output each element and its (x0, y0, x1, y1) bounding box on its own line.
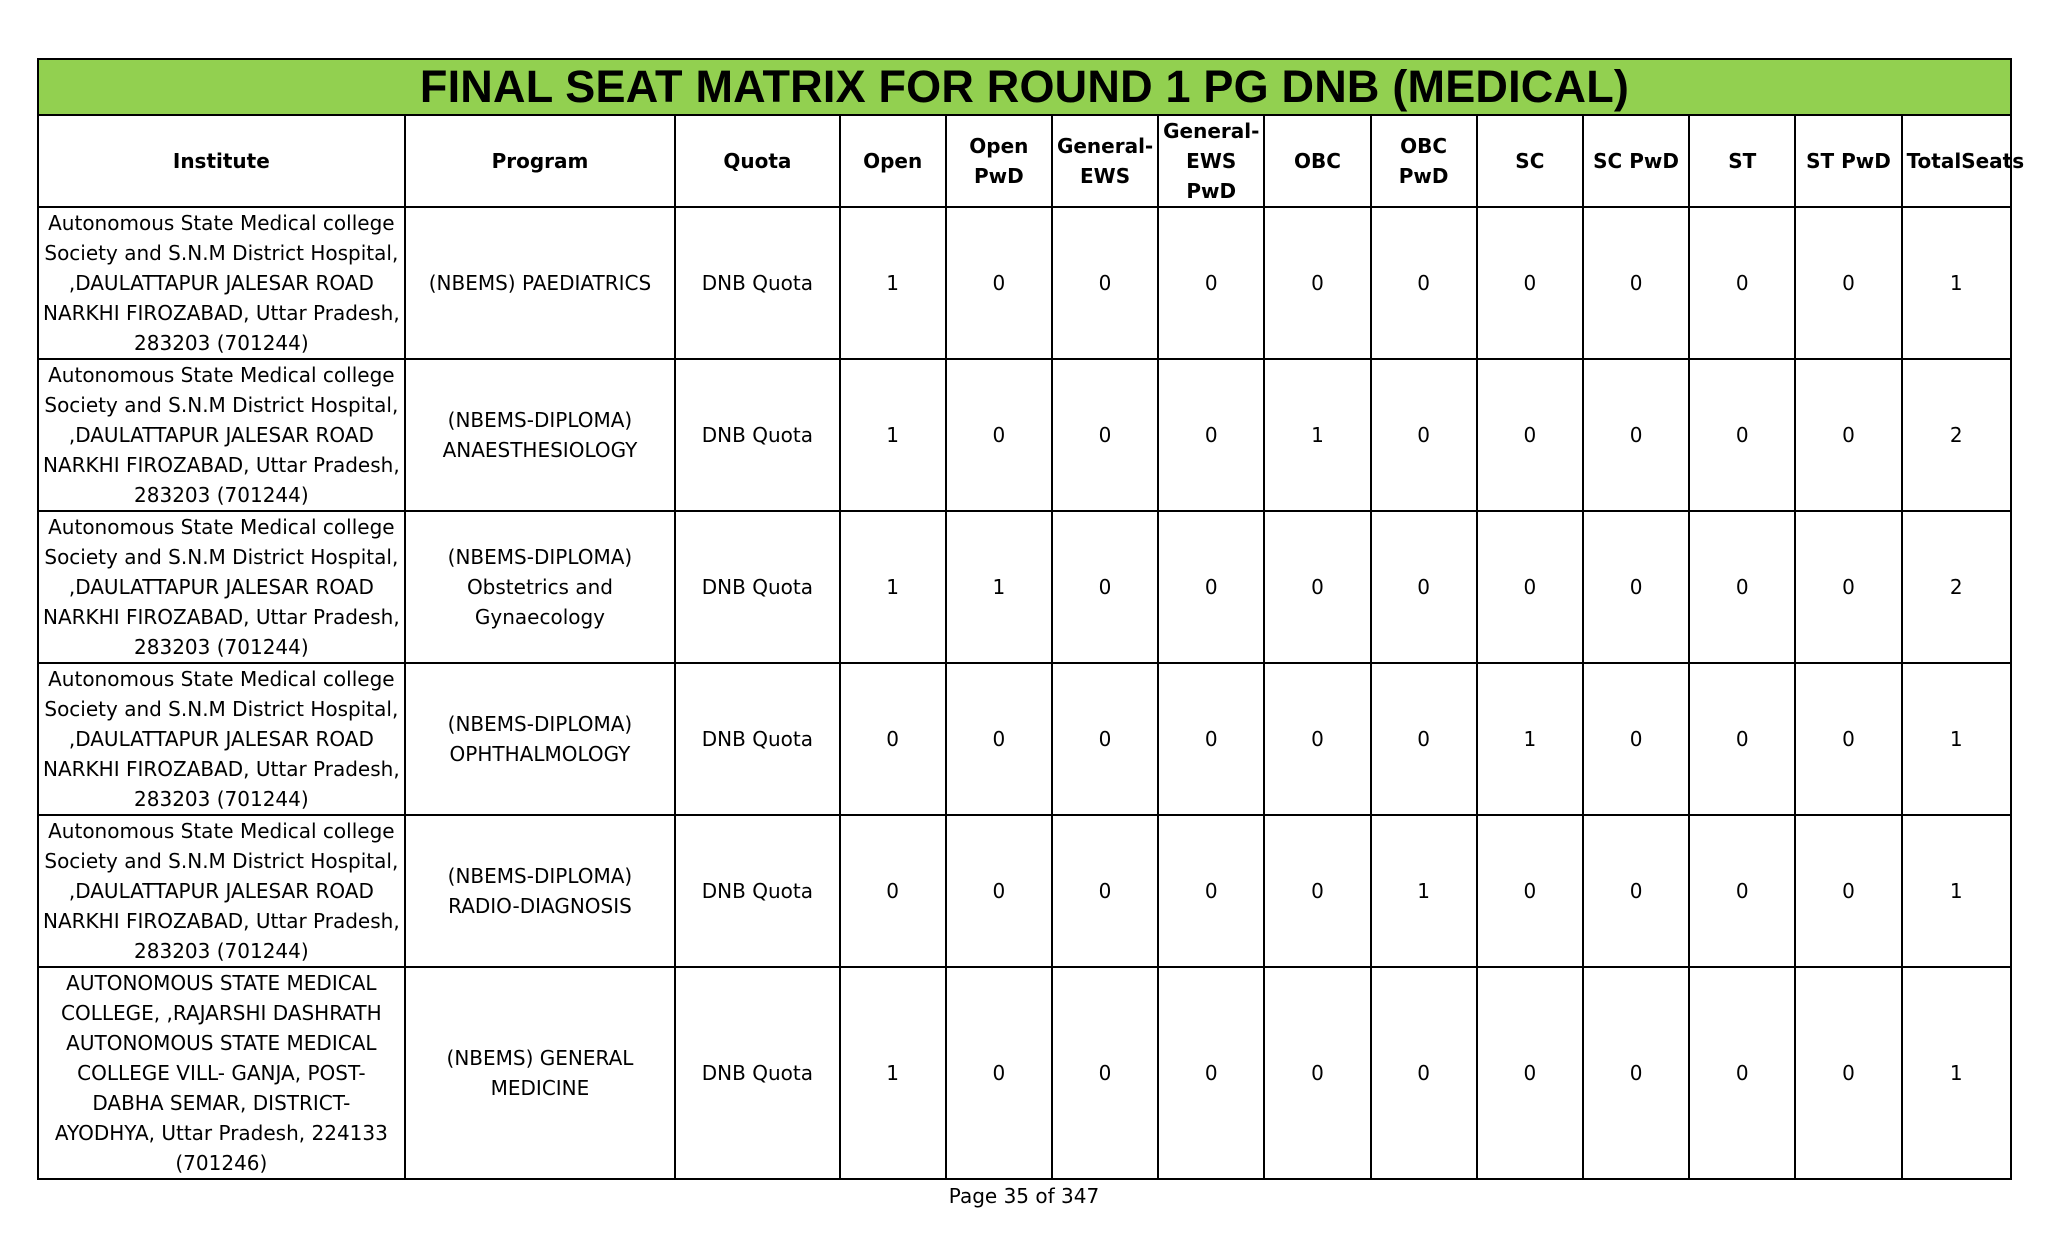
table-row (38, 359, 2011, 511)
gen-ews-pwd-cell: 0 (1158, 815, 1264, 967)
obc-cell: 0 (1264, 663, 1370, 815)
st-cell: 0 (1689, 663, 1795, 815)
table-row (38, 815, 2011, 967)
sc-cell: 0 (1477, 207, 1583, 359)
obc-pwd-cell: 0 (1371, 967, 1477, 1179)
obc-pwd-cell: 0 (1371, 207, 1477, 359)
total-seats-cell: 1 (1902, 207, 2011, 359)
sc-cell: 0 (1477, 815, 1583, 967)
st-pwd-cell: 0 (1795, 967, 1901, 1179)
st-pwd-cell: 0 (1795, 511, 1901, 663)
institute-cell: AUTONOMOUS STATE MEDICAL COLLEGE, ,RAJARSHI DASHRATH AUTONOMOUS STATE MEDICAL COLLEGE VILL- GANJA, POST- DABHA SEMAR, DISTRICT- AYODHYA, Uttar Pradesh, 224133 (701246) (38, 967, 405, 1179)
st-pwd-cell: 0 (1795, 663, 1901, 815)
gen-ews-pwd-cell: 0 (1158, 967, 1264, 1179)
sc-cell: 1 (1477, 663, 1583, 815)
title-banner (38, 59, 2011, 115)
quota-cell: DNB Quota (675, 663, 839, 815)
gen-ews-cell: 0 (1052, 207, 1158, 359)
st-cell: 0 (1689, 207, 1795, 359)
institute-cell: Autonomous State Medical college Society and S.N.M District Hospital, ,DAULATTAPUR JALESAR ROAD NARKHI FIROZABAD, Uttar Pradesh, 283203 (701244) (38, 207, 405, 359)
table-row (38, 967, 2011, 1179)
st-cell: 0 (1689, 511, 1795, 663)
gen-ews-pwd-cell: 0 (1158, 511, 1264, 663)
table-row (38, 207, 2011, 359)
column-header: SC PwD (1583, 115, 1689, 207)
open-pwd-cell: 1 (946, 511, 1052, 663)
gen-ews-cell: 0 (1052, 967, 1158, 1179)
open-pwd-cell: 0 (946, 359, 1052, 511)
open-pwd-cell: 0 (946, 815, 1052, 967)
open-pwd-cell: 0 (946, 207, 1052, 359)
sc-pwd-cell: 0 (1583, 663, 1689, 815)
column-header: Institute (38, 115, 405, 207)
column-header: OBC PwD (1371, 115, 1477, 207)
st-pwd-cell: 0 (1795, 815, 1901, 967)
seat-matrix-sheet (37, 58, 2025, 1180)
open-cell: 0 (840, 663, 946, 815)
obc-cell: 1 (1264, 359, 1370, 511)
obc-cell: 0 (1264, 967, 1370, 1179)
column-header: Open PwD (946, 115, 1052, 207)
gen-ews-pwd-cell: 0 (1158, 359, 1264, 511)
column-header: General-EWS (1052, 115, 1158, 207)
program-cell: (NBEMS) PAEDIATRICS (405, 207, 676, 359)
total-seats-cell: 1 (1902, 967, 2011, 1179)
st-cell: 0 (1689, 967, 1795, 1179)
obc-pwd-cell: 0 (1371, 511, 1477, 663)
gen-ews-cell: 0 (1052, 815, 1158, 967)
obc-cell: 0 (1264, 511, 1370, 663)
sc-pwd-cell: 0 (1583, 207, 1689, 359)
st-cell: 0 (1689, 815, 1795, 967)
column-header: Program (405, 115, 676, 207)
column-header: OBC (1264, 115, 1370, 207)
obc-cell: 0 (1264, 815, 1370, 967)
st-pwd-cell: 0 (1795, 207, 1901, 359)
open-pwd-cell: 0 (946, 967, 1052, 1179)
sc-pwd-cell: 0 (1583, 967, 1689, 1179)
institute-cell: Autonomous State Medical college Society and S.N.M District Hospital, ,DAULATTAPUR JALESAR ROAD NARKHI FIROZABAD, Uttar Pradesh, 283203 (701244) (38, 359, 405, 511)
column-header: Quota (675, 115, 839, 207)
obc-pwd-cell: 0 (1371, 663, 1477, 815)
seat-matrix-table (37, 58, 2025, 1180)
total-seats-cell: 2 (1902, 511, 2011, 663)
table-row (38, 511, 2011, 663)
open-cell: 0 (840, 815, 946, 967)
institute-cell: Autonomous State Medical college Society and S.N.M District Hospital, ,DAULATTAPUR JALESAR ROAD NARKHI FIROZABAD, Uttar Pradesh, 283203 (701244) (38, 663, 405, 815)
sc-cell: 0 (1477, 359, 1583, 511)
page-number: Page 35 of 347 (948, 1184, 1100, 1208)
obc-pwd-cell: 1 (1371, 815, 1477, 967)
quota-cell: DNB Quota (675, 815, 839, 967)
gen-ews-cell: 0 (1052, 511, 1158, 663)
sc-cell: 0 (1477, 967, 1583, 1179)
sc-cell: 0 (1477, 511, 1583, 663)
quota-cell: DNB Quota (675, 359, 839, 511)
program-cell: (NBEMS-DIPLOMA) RADIO-DIAGNOSIS (405, 815, 676, 967)
gen-ews-pwd-cell: 0 (1158, 663, 1264, 815)
open-cell: 1 (840, 511, 946, 663)
column-header: General-EWS PwD (1158, 115, 1264, 207)
open-cell: 1 (840, 359, 946, 511)
program-cell: (NBEMS-DIPLOMA) ANAESTHESIOLOGY (405, 359, 676, 511)
quota-cell: DNB Quota (675, 511, 839, 663)
program-cell: (NBEMS-DIPLOMA) Obstetrics and Gynaecology (405, 511, 676, 663)
table-row (38, 663, 2011, 815)
sc-pwd-cell: 0 (1583, 815, 1689, 967)
total-seats-cell: 1 (1902, 815, 2011, 967)
column-header: TotalSeats (1902, 115, 2011, 207)
page-title: FINAL SEAT MATRIX FOR ROUND 1 PG DNB (MEDICAL) (419, 61, 1630, 112)
column-header-row (38, 115, 2011, 207)
institute-cell: Autonomous State Medical college Society and S.N.M District Hospital, ,DAULATTAPUR JALESAR ROAD NARKHI FIROZABAD, Uttar Pradesh, 283203 (701244) (38, 815, 405, 967)
total-seats-cell: 1 (1902, 663, 2011, 815)
program-cell: (NBEMS-DIPLOMA) OPHTHALMOLOGY (405, 663, 676, 815)
quota-cell: DNB Quota (675, 967, 839, 1179)
open-cell: 1 (840, 967, 946, 1179)
sc-pwd-cell: 0 (1583, 359, 1689, 511)
obc-pwd-cell: 0 (1371, 359, 1477, 511)
gen-ews-cell: 0 (1052, 663, 1158, 815)
sc-pwd-cell: 0 (1583, 511, 1689, 663)
st-pwd-cell: 0 (1795, 359, 1901, 511)
gen-ews-cell: 0 (1052, 359, 1158, 511)
column-header: ST PwD (1795, 115, 1901, 207)
obc-cell: 0 (1264, 207, 1370, 359)
open-cell: 1 (840, 207, 946, 359)
column-header: Open (840, 115, 946, 207)
quota-cell: DNB Quota (675, 207, 839, 359)
open-pwd-cell: 0 (946, 663, 1052, 815)
st-cell: 0 (1689, 359, 1795, 511)
column-header: ST (1689, 115, 1795, 207)
column-header: SC (1477, 115, 1583, 207)
total-seats-cell: 2 (1902, 359, 2011, 511)
program-cell: (NBEMS) GENERAL MEDICINE (405, 967, 676, 1179)
gen-ews-pwd-cell: 0 (1158, 207, 1264, 359)
institute-cell: Autonomous State Medical college Society and S.N.M District Hospital, ,DAULATTAPUR JALESAR ROAD NARKHI FIROZABAD, Uttar Pradesh, 283203 (701244) (38, 511, 405, 663)
